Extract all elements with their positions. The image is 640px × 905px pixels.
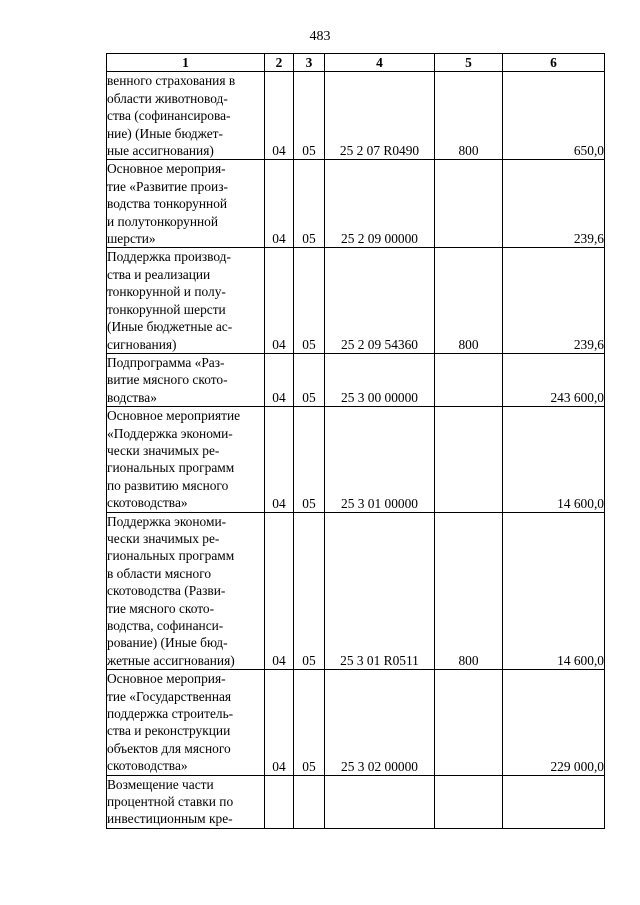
row-subsection-cell (294, 670, 325, 775)
row-sum-value: 229 000,0 (550, 758, 604, 774)
row-name-cell: Поддержка производ- ства и реализации тонкорунной и полу- тонкорунной шерсти (Иные бюджетные ас- сигнования) (107, 248, 265, 353)
header-col-3: 3 (294, 54, 325, 72)
row-expense-type-cell (435, 248, 503, 353)
table-row (107, 512, 605, 670)
row-sum-value: 14 600,0 (557, 495, 604, 511)
row-name-cell: венного страхования в области животновод- ства (софинансирова- ние) (Иные бюджет- ные ассигнования) (107, 72, 265, 160)
row-subsection-value: 05 (302, 390, 316, 406)
row-subsection-cell (294, 512, 325, 670)
row-name-cell: Подпрограмма «Раз- витие мясного ското- водства» (107, 353, 265, 406)
row-target-code-value: 25 3 01 00000 (341, 495, 418, 511)
row-section-cell (265, 248, 294, 353)
row-subsection-cell (294, 407, 325, 512)
row-sum-cell (503, 407, 605, 512)
table-row (107, 353, 605, 406)
budget-table (106, 53, 605, 829)
row-sum-value: 239,6 (573, 231, 604, 247)
row-expense-type-cell (435, 775, 503, 828)
row-section-cell (265, 512, 294, 670)
row-name-cell: Поддержка экономи- чески значимых ре- гиональных программ в области мясного скотоводства (Разви- тие мясного ското- водства, софинанси- рование) (Иные бюд- жетные ассигнования) (107, 512, 265, 670)
row-name-cell: Основное мероприя- тие «Развитие произ- водства тонкорунной и полутонкорунной шерсти» (107, 160, 265, 248)
table-row (107, 160, 605, 248)
row-name-cell: Возмещение части процентной ставки по инвестиционным кре- (107, 775, 265, 828)
row-target-code-value: 25 3 02 00000 (341, 758, 418, 774)
row-subsection-cell (294, 72, 325, 160)
row-subsection-value: 05 (302, 653, 316, 669)
row-subsection-cell (294, 353, 325, 406)
row-subsection-value: 05 (302, 758, 316, 774)
row-sum-value: 650,0 (573, 143, 604, 159)
row-section-cell (265, 72, 294, 160)
row-target-code-cell (325, 353, 435, 406)
row-expense-type-cell (435, 72, 503, 160)
row-sum-cell (503, 775, 605, 828)
header-col-4: 4 (325, 54, 435, 72)
row-section-cell (265, 353, 294, 406)
row-sum-cell (503, 512, 605, 670)
table-row (107, 775, 605, 828)
row-expense-type-cell (435, 512, 503, 670)
row-sum-cell (503, 160, 605, 248)
row-expense-type-value: 800 (458, 336, 479, 352)
table-row (107, 407, 605, 512)
table-row (107, 72, 605, 160)
row-sum-cell (503, 353, 605, 406)
table-header-row (107, 54, 605, 72)
row-section-value: 04 (272, 653, 286, 669)
row-target-code-cell (325, 160, 435, 248)
row-subsection-value: 05 (302, 336, 316, 352)
row-name-cell: Основное мероприятие «Поддержка экономи- чески значимых ре- гиональных программ по развитию мясного скотоводства» (107, 407, 265, 512)
row-subsection-cell (294, 248, 325, 353)
header-col-2: 2 (265, 54, 294, 72)
row-target-code-cell (325, 407, 435, 512)
row-sum-value: 243 600,0 (550, 390, 604, 406)
row-subsection-cell (294, 775, 325, 828)
row-section-cell (265, 670, 294, 775)
header-col-1: 1 (107, 54, 265, 72)
row-sum-cell (503, 248, 605, 353)
row-section-value: 04 (272, 495, 286, 511)
row-section-cell (265, 160, 294, 248)
row-target-code-value: 25 2 07 R0490 (339, 143, 420, 159)
row-target-code-value: 25 2 09 54360 (341, 336, 418, 352)
row-subsection-value: 05 (302, 231, 316, 247)
row-section-cell (265, 775, 294, 828)
row-target-code-cell (325, 670, 435, 775)
row-subsection-value: 05 (302, 495, 316, 511)
row-sum-value: 14 600,0 (557, 653, 604, 669)
row-subsection-value: 05 (302, 143, 316, 159)
row-expense-type-cell (435, 407, 503, 512)
row-target-code-cell (325, 775, 435, 828)
row-section-value: 04 (272, 390, 286, 406)
row-expense-type-value: 800 (458, 653, 479, 669)
row-expense-type-cell (435, 670, 503, 775)
row-section-value: 04 (272, 143, 286, 159)
row-expense-type-cell (435, 353, 503, 406)
table-row (107, 248, 605, 353)
row-sum-cell (503, 670, 605, 775)
row-name-cell: Основное мероприя- тие «Государственная поддержка строитель- ства и реконструкции объектов для мясного скотоводства» (107, 670, 265, 775)
row-target-code-cell (325, 248, 435, 353)
row-section-cell (265, 407, 294, 512)
row-expense-type-cell (435, 160, 503, 248)
row-section-value: 04 (272, 231, 286, 247)
page-number: 483 (309, 29, 331, 44)
row-sum-value: 239,6 (573, 336, 604, 352)
row-expense-type-value: 800 (458, 143, 479, 159)
table-row (107, 670, 605, 775)
row-target-code-cell (325, 72, 435, 160)
header-col-5: 5 (435, 54, 503, 72)
row-target-code-value: 25 2 09 00000 (341, 231, 418, 247)
row-target-code-value: 25 3 00 00000 (341, 390, 418, 406)
row-subsection-cell (294, 160, 325, 248)
row-section-value: 04 (272, 336, 286, 352)
row-target-code-cell (325, 512, 435, 670)
row-section-value: 04 (272, 758, 286, 774)
header-col-6: 6 (503, 54, 605, 72)
row-target-code-value: 25 3 01 R0511 (340, 653, 419, 669)
row-sum-cell (503, 72, 605, 160)
